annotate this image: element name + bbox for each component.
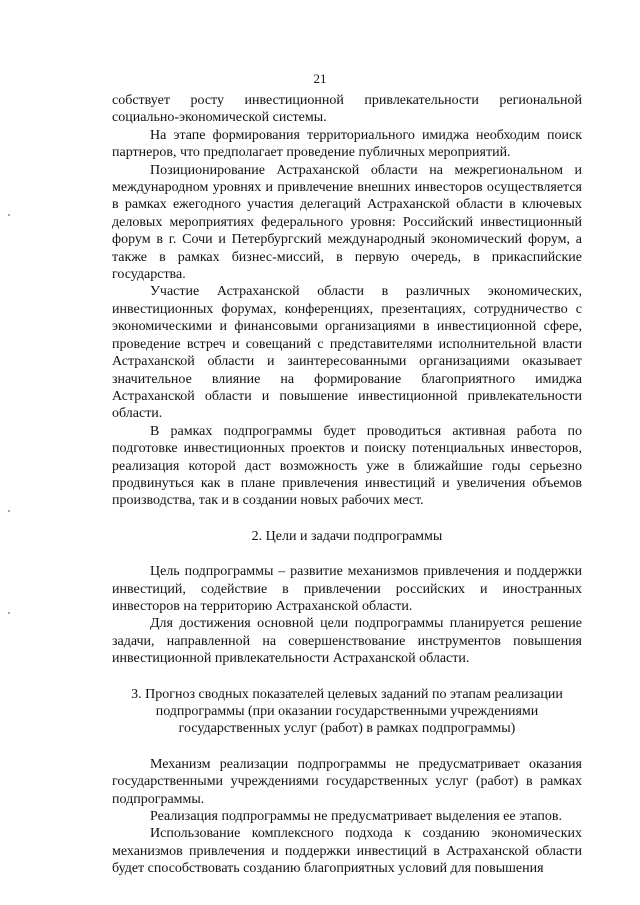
paragraph: В рамках подпрограммы будет проводиться активная работа по подготовке инвестиционных проектов и поиску потенциальных инвесторов, реализация которой даст возможность уже в ближайшие годы серьезно продвинуться как в плане привлечения инвестиций и увеличения объемов производства, так и в создании новых рабочих мест. <box>112 423 582 509</box>
page-number: 21 <box>313 71 327 86</box>
paragraph: Механизм реализации подпрограммы не предусматривает оказания государственными учреждениями государственных услуг (работ) в рамках подпрограммы. <box>112 756 582 807</box>
paragraph: Реализация подпрограммы не предусматривает выделения ее этапов. <box>150 809 563 825</box>
paragraph: Участие Астраханской области в различных экономических, инвестиционных форумах, конференциях, презентациях, сотрудничество с экономическими и финансовыми организациями в инвестиционной сфере, проведение встреч и совещаний с представителями исполнительной власти Астраханской области и заинтересованными организациями оказывает значительное влияние на формирование благоприятного имиджа Астраханской области и повышение инвестиционной привлекательности области. <box>112 284 582 422</box>
paragraph: Использование комплексного подхода к созданию экономических механизмов привлечения и поддержки инвестиций в Астраханской области будет способствовать созданию благоприятных условий для повышения <box>112 826 582 877</box>
section-heading: 3. Прогноз сводных показателей целевых заданий по этапам реализации подпрограммы (при оказании государственными учреждениями государственных услуг (работ) в рамках подпрограммы) <box>131 686 563 737</box>
scan-mark <box>8 612 10 614</box>
paragraph: На этапе формирования территориального имиджа необходим поиск партнеров, что предполагает проведение публичных мероприятий. <box>112 127 582 161</box>
section-heading: 2. Цели и задачи подпрограммы <box>251 528 443 544</box>
document-body <box>112 92 582 878</box>
paragraph: Цель подпрограммы – развитие механизмов привлечения и поддержки инвестиций, содействие в привлечении российских и иностранных инвесторов на территорию Астраханской области. <box>112 564 582 614</box>
paragraph: Для достижения основной цели подпрограммы планируется решение задачи, направленной на совершенствование инструментов повышения инвестиционной привлекательности Астраханской области. <box>112 616 582 667</box>
scan-mark <box>8 510 10 512</box>
scan-mark <box>8 214 10 216</box>
paragraph: собствует росту инвестиционной привлекательности региональной социально-экономической системы. <box>112 93 582 126</box>
paragraph: Позиционирование Астраханской области на межрегиональном и международном уровнях и привлечение внешних инвесторов осуществляется в рамках ежегодного участия делегаций Астраханской области в ключевых деловых мероприятиях федерального уровня: Российский инвестиционный форум в г. Сочи и Петербургский международный экономический форум, а также в рамках бизнес-миссий, в первую очередь, в прикаспийские государства. <box>112 162 582 283</box>
